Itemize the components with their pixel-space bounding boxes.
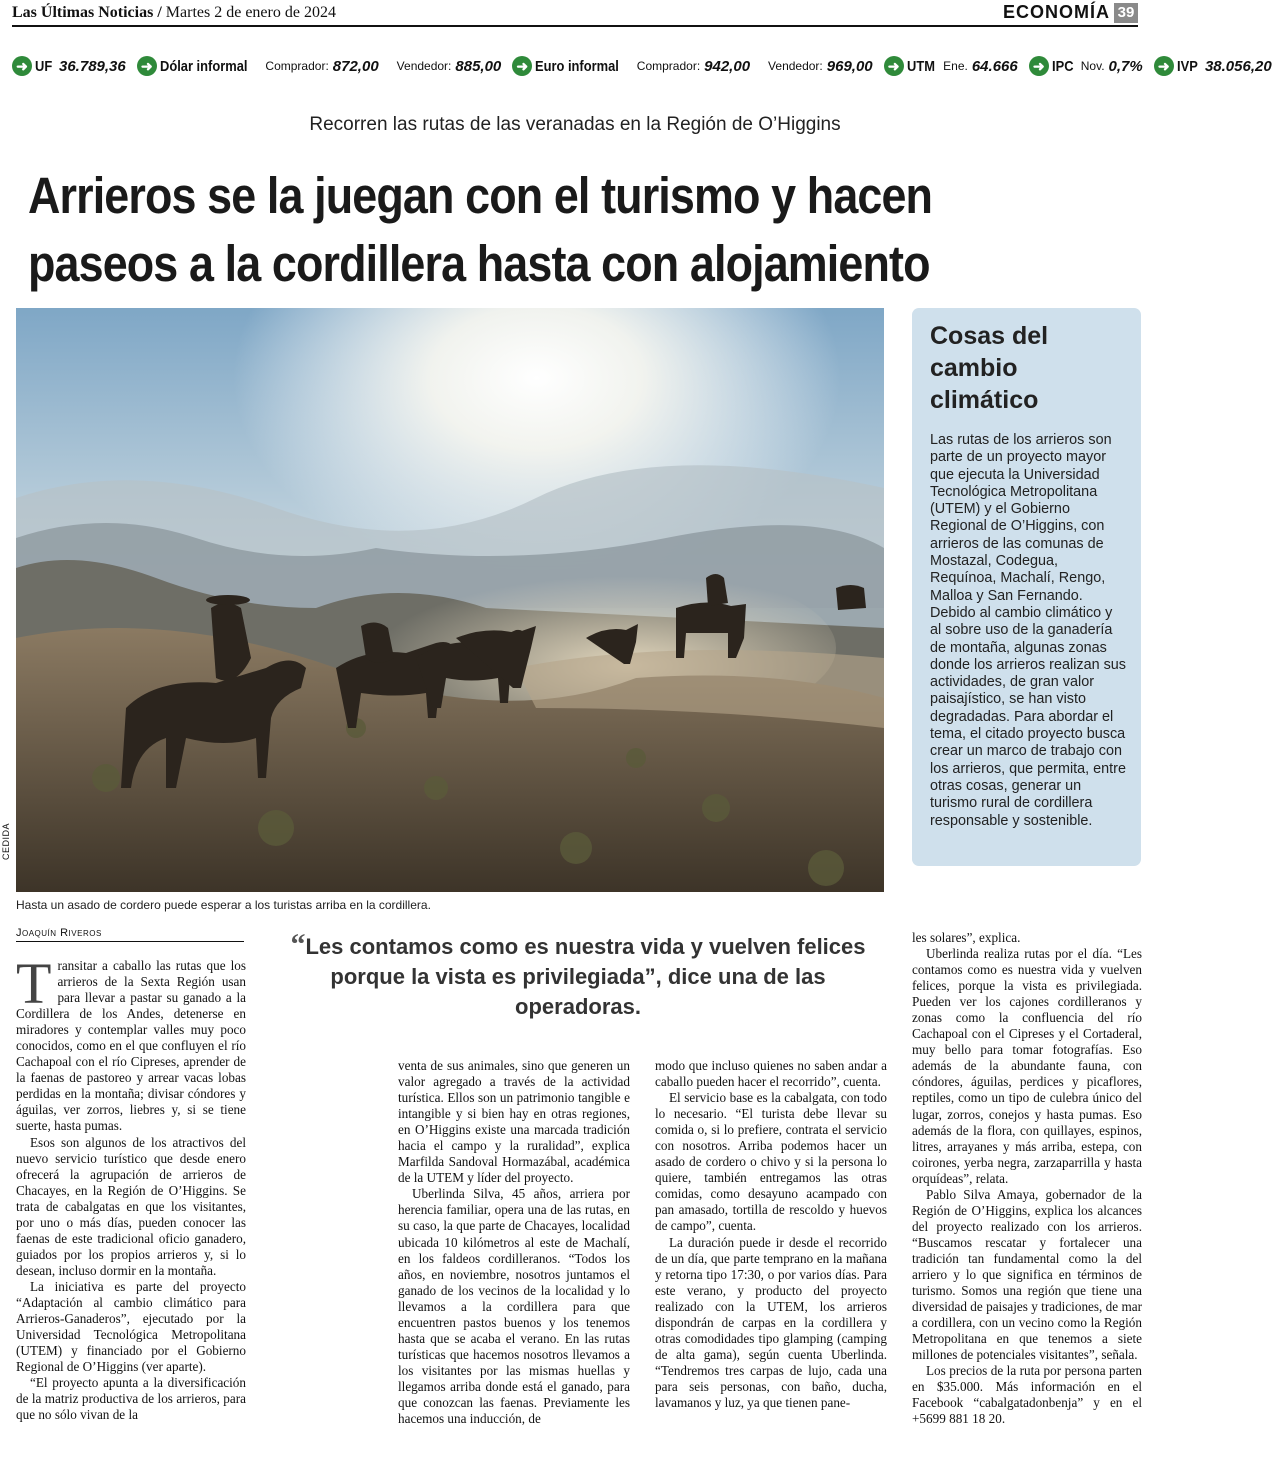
ticker-sublabel: Nov. [1080,59,1105,73]
open-quote: “ [290,928,306,961]
sidebar-title: Cosas del cambio climático [930,322,1049,414]
paragraph: venta de sus animales, sino que generen un valor agregado a través de la actividad turística. Ellos son un patrimonio tangible e intangible y si bien hay en otras regiones, en O’Higgins existe una marcada tradición hacia el campo y la ruralidad”, explica Marfilda Sandoval Hormazábal, académica de la UTEM y líder del proyecto. [398,1058,630,1186]
article-headline [28,162,1005,298]
ticker-sublabel: Ene. [943,59,968,73]
section-name: ECONOMÍA [1003,2,1110,22]
ticker-uf [12,56,130,76]
arrow-right-circle-icon: ➜ [512,56,532,76]
article-kicker: Recorren las rutas de las veranadas en la Región de O’Higgins [309,114,841,135]
ticker-value: 872,00 [332,57,379,75]
paragraph: les solares”, explica. [912,930,1021,945]
photo-caption: Hasta un asado de cordero puede esperar a los turistas arriba en la cordillera. [16,898,431,912]
paragraph: “El proyecto apunta a la diversificación de la matriz productiva de los arrieros, para que no sólo vivan de la [16,1375,246,1423]
ticker-label: Euro informal [535,57,620,75]
ticker-value: 942,00 [704,57,751,75]
ticker-euro [512,56,876,76]
article-column-4 [912,930,1142,1453]
ticker-sublabel: Comprador: [636,59,701,73]
ticker-label: IVP [1176,57,1198,75]
ticker-ivp [1154,56,1276,76]
ticker-ipc [1029,56,1147,76]
ticker-sublabel: Vendedor: [396,59,452,73]
paragraph: Pablo Silva Amaya, gobernador de la Región de O’Higgins, explica los alcances del proyecto realizado con los arrieros. “Buscamos rescatar y fortalecer una tradición tan fundamental como la del arriero y lo que significa en términos de turismo. Somos una región que tiene una diversidad de paisajes y tradiciones, de mar a cordillera, con un vecino como la Región Metropolitana en que tenemos a siete millones de potenciales visitantes”, señala. [912,1186,1142,1363]
article-column-2 [398,1058,630,1453]
pull-quote-text: Les contamos como es nuestra vida y vuelven felices porque la vista es privilegiada [305,934,866,989]
sidebar-body: Las rutas de los arrieros son parte de un proyecto mayor que ejecuta la Universidad Tecnológica Metropolitana (UTEM) y el Gobierno Regional de O’Higgins, con arrieros de las comunas de Mostazal, Codegua, Requínoa, Machalí, Rengo, Malloa y San Fernando. Debido al cambio climático y al sobre uso de la ganadería de montaña, algunas zonas donde los arrieros realizan sus actividades, de gran valor paisajístico, se han visto degradadas. Para abordar el tema, el citado proyecto busca crear un marco de trabajo con los arrieros, que permita, entre otras cosas, generar un turismo rural de cordillera responsable y sostenible. [930,432,1126,829]
arrow-right-circle-icon: ➜ [12,56,32,76]
paragraph: ransitar a caballo las rutas que los arrieros de la Sexta Región usan para llevar a pastar su ganado a la Cordillera de los Andes, detenerse en miradores y contemplar valles muy poco conocidos, como en el que confluyen el río Cachapoal con el río Cipreses, aprender de la faenas de pastoreo y arrear vacas lobas perdidas en la montaña; divisar cóndores y águilas, ver zorros, liebres y, si se tiene suerte, hasta pumas. [16,958,246,1134]
article-column-3 [655,1058,887,1453]
header-rule [12,25,1138,27]
paragraph: modo que incluso quienes no saben andar a caballo pueden hacer el recorrido”, cuenta. [655,1058,887,1090]
ticker-value: 38.056,20 [1204,57,1272,75]
drop-cap: T [16,951,52,1016]
ticker-label: UTM [906,57,935,75]
paragraph: El servicio base es la cabalgata, con todo lo necesario. “El turista debe llevar su comida o, si lo prefiere, contrata el servicio con nosotros. Arriba podemos hacer un asado de cordero o chivo y si la persona lo quiere, también entregamos las otras comidas, como desayuno acampado con pan amasado, tortilla de rescoldo y huevos de campo”, cuenta. [655,1090,887,1234]
issue-date: Martes 2 de enero de 2024 [165,4,336,21]
paragraph: La iniciativa es parte del proyecto “Adaptación al cambio climático para Arrieros-Ganaderos”, ejecutado por la Universidad Tecnológica Metropolitana (UTEM) y financiado por el Gobierno Regional de O’Higgins (ver aparte). [16,1278,246,1375]
ticker-value: 885,00 [455,57,502,75]
ticker-label: Dólar informal [159,57,248,75]
paragraph: Esos son algunos de los atractivos del nuevo servicio turístico que desde enero ofrecerá la agrupación de arrieros de Chacayes, en la Región de O’Higgins. Se trata de cabalgatas en que los visitantes, por uno o más días, pueden conocer las faenas de este tradicional oficio ganadero, guiados por los propios arrieros y, si lo desean, incluso dormir en la montaña. [16,1134,246,1278]
arrow-right-circle-icon: ➜ [884,56,904,76]
ticker-value: 969,00 [826,57,873,75]
ticker-value: 0,7% [1108,57,1143,75]
photo-credit: CEDIDA [1,822,11,860]
byline: Joaquín Riveros [16,927,244,942]
arrow-right-circle-icon: ➜ [1154,56,1174,76]
paragraph: Los precios de la ruta por persona parten en $35.000. Más información en el Facebook “cabalgatadonbenja” y en el +5699 881 18 20. [912,1363,1142,1427]
arrow-right-circle-icon: ➜ [137,56,157,76]
lead-photo [16,308,884,892]
arrow-right-circle-icon: ➜ [1029,56,1049,76]
ticker-utm [884,56,1022,76]
masthead [12,4,336,22]
pull-quote [268,930,888,1022]
sidebar-box [912,308,1141,866]
ticker-sublabel: Comprador: [265,59,329,73]
headline-line: Arrieros se la juegan con el turismo y hacen [28,167,933,224]
pull-quote-tail: ”, dice una de las operadoras. [515,964,826,1019]
newspaper-name: Las Últimas Noticias [12,4,154,21]
paragraph: La duración puede ir desde el recorrido de un día, que parte temprano en la mañana y retorna tipo 17:30, o por varios días. Para este verano, y producto del proyecto realizado con la UTEM, los arrieros dispondrán de carpas en la cordillera y otras comodidades tipo glamping (camping de alta gama), según cuenta Uberlinda. “Tendremos tres carpas de lujo, cada una para seis personas, con baño, ducha, lavamanos y luz, ya que tienen pane- [655,1234,887,1410]
article-column-1 [16,951,246,1453]
paragraph: Uberlinda realiza rutas por el día. “Les contamos como es nuestra vida y vuelven felices, porque la vista es privilegiada. Pueden ver los cajones cordilleranos y zonas como la confluencia del río Cachapoal con el Cipreses y el Cortaderal, muy bello para tomar fotografías. Eso además de la abundante fauna, con cóndores, águilas, perdices y picaflores, reptiles, como un tipo de culebra único del lugar, zorros, conejos y hasta pumas. Eso además de la flora, con quillayes, espinos, litres, arrayanes y más arriba, estepa, con coirones, yerba negra, zarzaparrilla y hasta orquídeas”, relata. [912,946,1142,1186]
masthead-separator: / [157,4,162,21]
headline-line: paseos a la cordillera hasta con alojamiento [28,235,930,292]
ticker-value: 64.666 [971,57,1018,75]
ticker-dolar [137,56,506,76]
ticker-label: UF [35,57,53,75]
ticker-label: IPC [1051,57,1074,75]
indicators-ticker [12,52,1272,80]
ticker-value: 36.789,36 [59,57,126,75]
page-number: 39 [1114,3,1138,23]
paragraph: Uberlinda Silva, 45 años, arriera por herencia familiar, opera una de las rutas, en su caso, la que parte de Chacayes, localidad ubicada 10 kilómetros al este de Machalí, en los faldeos cordilleranos. “Todos los años, en noviembre, nosotros juntamos el ganado de los vecinos de la localidad y lo llevamos a la cordillera para que encuentren pastos buenos y los tenemos hasta que se acaba el verano. En las rutas turísticas que hacemos nosotros llevamos a los visitantes por las mismas huellas y llegamos arriba donde está el ganado, para que conozcan las faenas. Previamente les hacemos una inducción, de [398,1186,630,1427]
ticker-sublabel: Vendedor: [768,59,823,73]
